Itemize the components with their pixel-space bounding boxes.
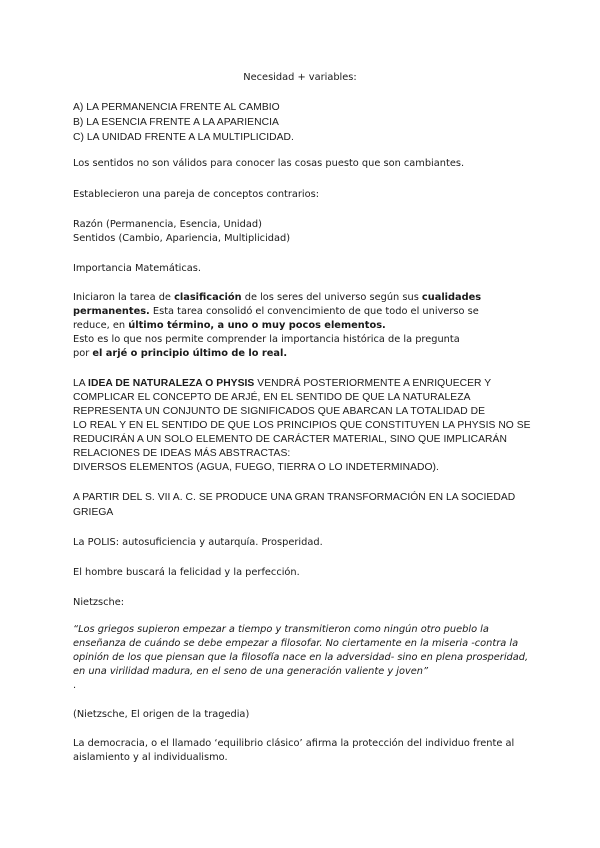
text-segment: Esta tarea consolidó el convencimiento de que todo el universo se	[149, 306, 479, 317]
concept-razon: Razón (Permanencia, Esencia, Unidad)	[73, 219, 262, 230]
list-item-a: A) LA PERMANENCIA FRENTE AL CAMBIO	[73, 102, 280, 113]
physis-line-4: LO REAL Y EN EL SENTIDO DE QUE LOS PRINCIPIOS QUE CONSTITUYEN LA PHYSIS NO SE	[73, 420, 531, 431]
quote-line-4: en una virilidad madura, en el seno de una generación valiente y joven”	[73, 666, 429, 677]
bold-text-arje: el arjé o principio último de lo real.	[92, 348, 288, 359]
democracia-line-2: aislamiento y al individualismo.	[73, 752, 228, 763]
quote-dot: .	[73, 680, 77, 691]
clasificacion-line-3	[73, 319, 386, 332]
concept-sentidos: Sentidos (Cambio, Apariencia, Multiplicidad)	[73, 233, 291, 244]
paragraph-polis: La POLIS: autosuficiencia y autarquía. Prosperidad.	[73, 537, 323, 548]
paragraph-pareja: Establecieron una pareja de conceptos contrarios:	[73, 189, 320, 200]
clasificacion-line-2	[73, 305, 479, 318]
document-title: Necesidad + variables:	[243, 72, 357, 83]
physis-line-7: DIVERSOS ELEMENTOS (AGUA, FUEGO, TIERRA O LO INDETERMINADO).	[73, 462, 439, 473]
text-segment: VENDRÁ POSTERIORMENTE A ENRIQUECER Y	[254, 378, 492, 389]
democracia-line-1: La democracia, o el llamado ‘equilibrio clásico’ afirma la protección del individuo frente al	[73, 738, 515, 749]
siglo-line-1: A PARTIR DEL S. VII A. C. SE PRODUCE UNA GRAN TRANSFORMACIÓN EN LA SOCIEDAD	[73, 492, 516, 503]
bold-text-clasificacion: clasificación	[174, 292, 242, 303]
bold-text-physis: IDEA DE NATURALEZA O PHYSIS	[88, 378, 255, 389]
clasificacion-line-4: Esto es lo que nos permite comprender la importancia histórica de la pregunta	[73, 334, 460, 345]
quote-source: (Nietzsche, El origen de la tragedia)	[73, 709, 250, 720]
paragraph-hombre: El hombre buscará la felicidad y la perfección.	[73, 567, 300, 578]
quote-line-3: opinión de los que piensan que la filosofía nace en la adversidad- sino en plena prosperidad,	[73, 652, 529, 663]
text-segment: reduce, en	[73, 320, 129, 331]
text-segment: de los seres del universo según sus	[241, 292, 422, 303]
bold-text-cualidades: cualidades	[421, 292, 482, 303]
list-item-b: B) LA ESENCIA FRENTE A LA APARIENCIA	[73, 117, 279, 128]
physis-line-3: REPRESENTA UN CONJUNTO DE SIGNIFICADOS QUE ABARCAN LA TOTALIDAD DE	[73, 406, 486, 417]
text-segment: por	[73, 348, 93, 359]
bold-text-ultimo-termino: último término, a uno o muy pocos elementos.	[128, 320, 386, 331]
paragraph-importancia: Importancia Matemáticas.	[73, 263, 201, 274]
text-segment: Iniciaron la tarea de	[73, 292, 175, 303]
physis-line-6: RELACIONES DE IDEAS MÁS ABSTRACTAS:	[73, 448, 291, 459]
text-segment: LA	[73, 378, 89, 389]
clasificacion-line-1	[73, 291, 481, 304]
nietzsche-label: Nietzsche:	[73, 597, 125, 608]
quote-line-1: “Los griegos supieron empezar a tiempo y transmitieron como ningún otro pueblo la	[73, 624, 489, 635]
physis-line-1	[73, 377, 491, 390]
siglo-line-2: GRIEGA	[73, 507, 114, 518]
quote-line-2: enseñanza de cuándo se debe empezar a filosofar. No ciertamente en la miseria -contra la	[73, 638, 519, 649]
bold-text-permanentes: permanentes.	[73, 306, 150, 317]
list-item-c: C) LA UNIDAD FRENTE A LA MULTIPLICIDAD.	[73, 132, 294, 143]
physis-line-5: REDUCIRÁN A UN SOLO ELEMENTO DE CARÁCTER MATERIAL, SINO QUE IMPLICARÁN	[73, 434, 507, 445]
clasificacion-line-5	[73, 347, 287, 360]
paragraph-sentidos: Los sentidos no son válidos para conocer las cosas puesto que son cambiantes.	[73, 158, 465, 169]
physis-line-2: COMPLICAR EL CONCEPTO DE ARJÉ, EN EL SENTIDO DE QUE LA NATURALEZA	[73, 392, 471, 403]
